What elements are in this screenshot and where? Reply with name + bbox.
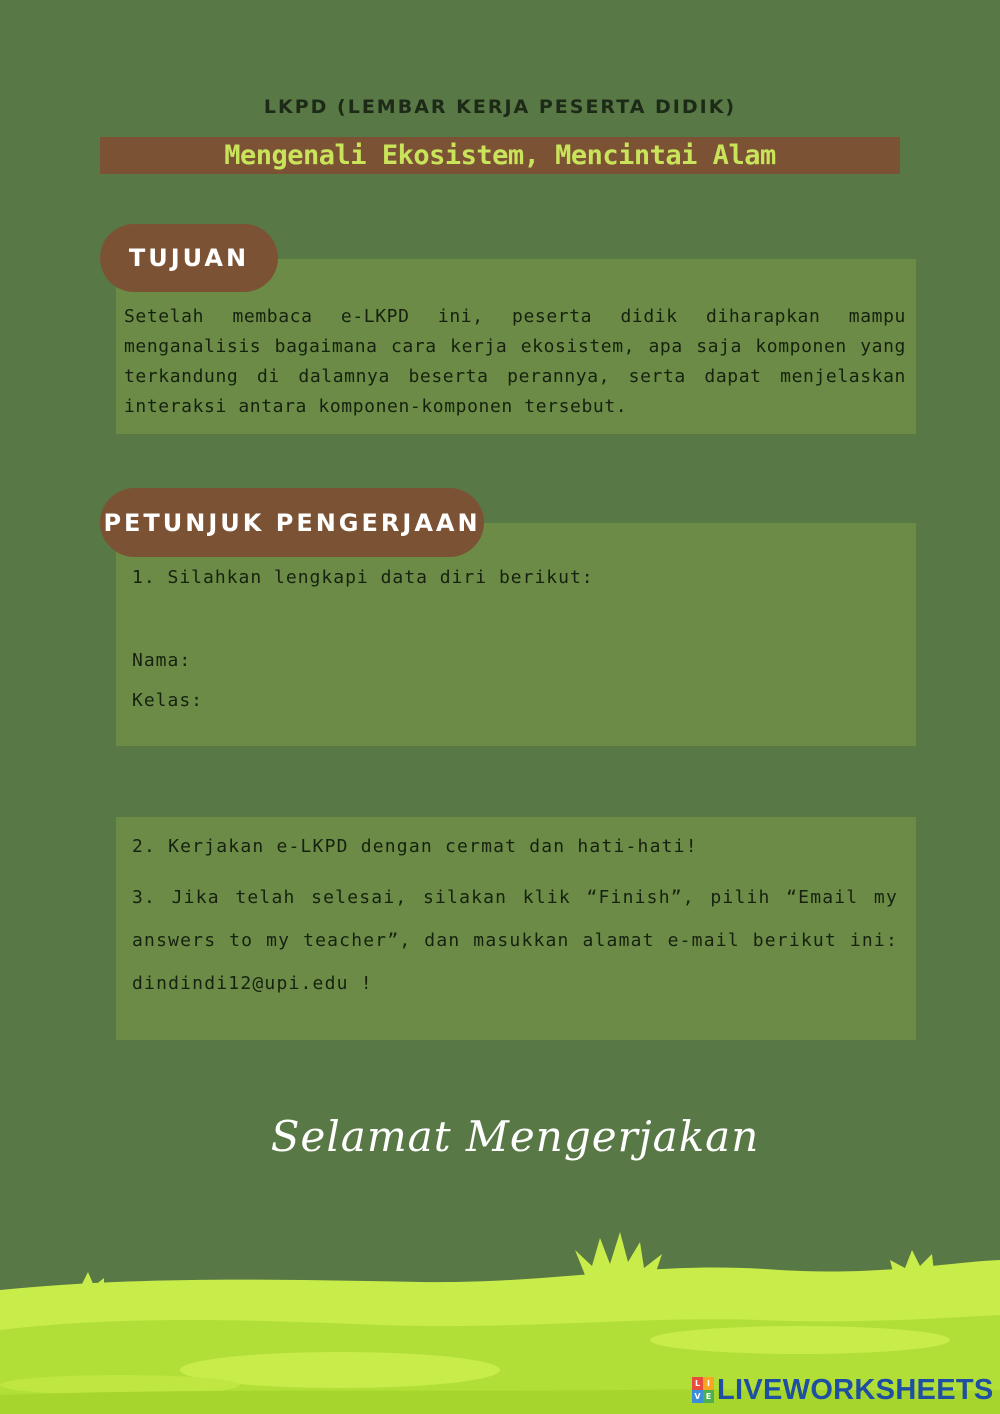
mark-letter-e: E <box>703 1390 714 1403</box>
instruction-step-2: 2. Kerjakan e-LKPD dengan cermat dan hati-hati! <box>132 836 698 857</box>
title-banner <box>100 137 900 174</box>
tujuan-heading <box>100 224 278 292</box>
closing-message: Selamat Mengerjakan <box>270 1112 760 1161</box>
kelas-field-label: Kelas: <box>132 690 204 711</box>
mark-letter-v: V <box>692 1390 703 1403</box>
petunjuk-heading <box>100 488 484 557</box>
mark-letter-i: I <box>703 1377 714 1390</box>
instruction-step-1: 1. Silahkan lengkapi data diri berikut: <box>132 567 594 588</box>
document-label: LKPD (LEMBAR KERJA PESERTA DIDIK) <box>263 96 737 118</box>
page-title: Mengenali Ekosistem, Mencintai Alam <box>224 140 776 171</box>
instruction-step-3: 3. Jika telah selesai, silakan klik “Finish”, pilih “Email my answers to my teacher”, dan masukkan alamat e-mail berikut ini: dindindi12@upi.edu ! <box>132 887 898 994</box>
mark-letter-l: L <box>692 1377 703 1390</box>
liveworksheets-wordmark: LIVEWORKSHEETS <box>717 1373 994 1406</box>
liveworksheets-mark-icon <box>692 1377 714 1403</box>
tujuan-paragraph: Setelah membaca e-LKPD ini, peserta didik diharapkan mampu menganalisis bagaimana cara kerja ekosistem, apa saja komponen yang terkandung di dalamnya beserta perannya, serta dapat menjelaskan interaksi antara komponen-komponen tersebut. <box>124 306 906 417</box>
petunjuk-heading-label: PETUNJUK PENGERJAAN <box>103 508 481 537</box>
liveworksheets-logo <box>692 1374 994 1406</box>
tujuan-heading-label: TUJUAN <box>128 244 250 272</box>
nama-field-label: Nama: <box>132 650 192 671</box>
